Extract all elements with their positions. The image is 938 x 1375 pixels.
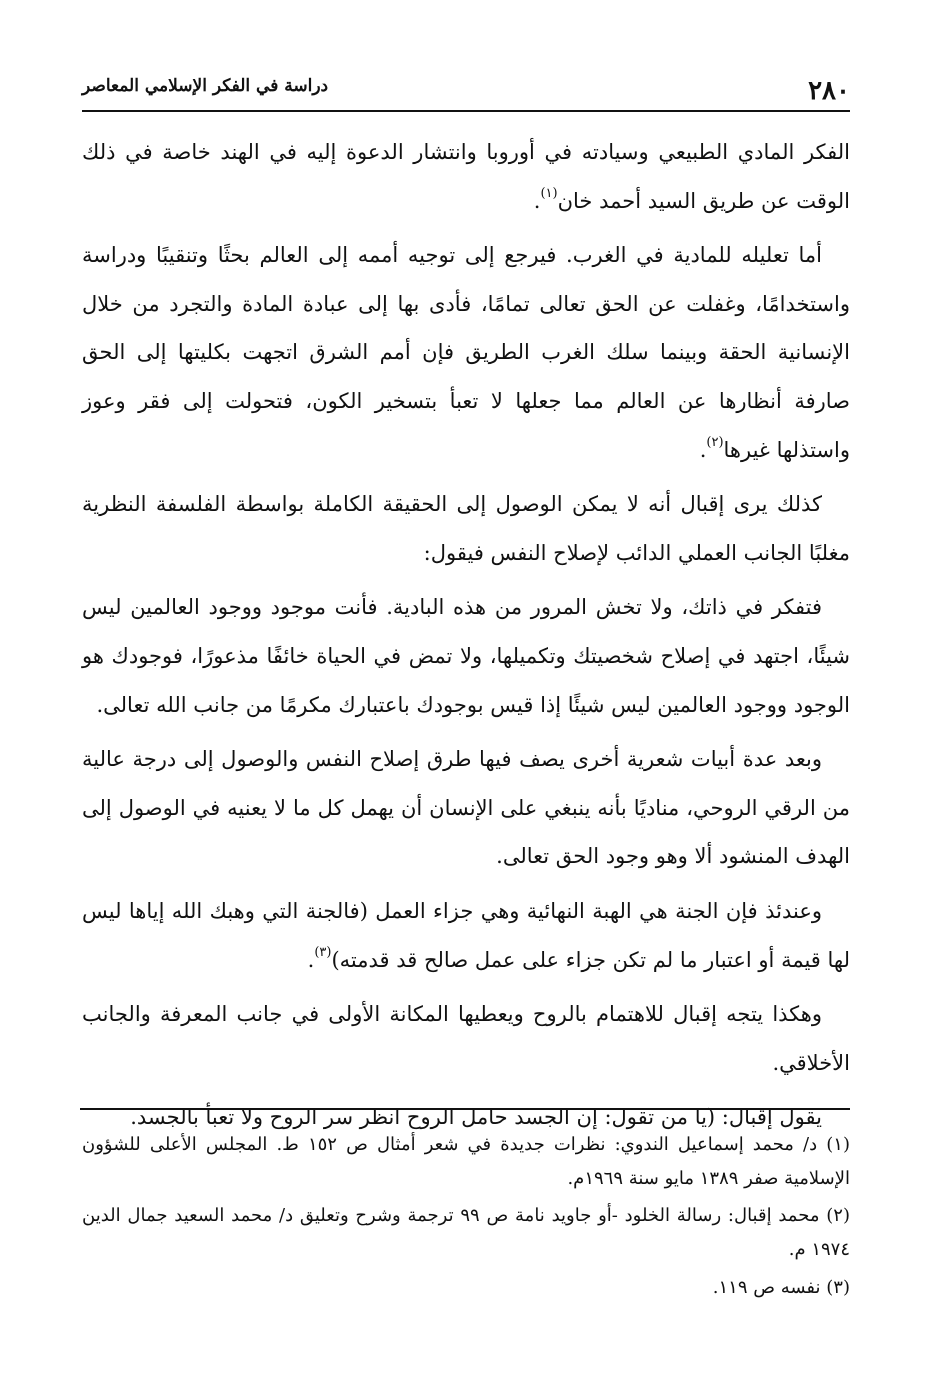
- footnote-separator: [80, 1108, 850, 1110]
- paragraph-end: .: [307, 947, 315, 972]
- paragraph-4: فتفكر في ذاتك، ولا تخش المرور من هذه البادية. فأنت موجود ووجود العالمين ليس شيئًا، اجتهد في إصلاح شخصيتك وتكميلها، ولا تمض في الحياة خائفًا مذعورًا، فوجودك هو الوجود ووجود العالمين ليس شيئًا إذا قيس بوجودك باعتبارك مكرمًا من جانب الله تعالى.: [82, 595, 850, 717]
- footnote-marker: (٣): [826, 1276, 850, 1298]
- paragraph-7: وهكذا يتجه إقبال للاهتمام بالروح ويعطيها المكانة الأولى في جانب المعرفة والجانب الأخلاقي.: [82, 1002, 850, 1075]
- footnote-marker: (٢): [826, 1205, 850, 1227]
- footnote-marker: (١): [826, 1134, 850, 1155]
- paragraph-5: وبعد عدة أبيات شعرية أخرى يصف فيها طرق إصلاح النفس والوصول إلى درجة عالية من الرقي الروحي، مناديًا بأنه ينبغي على الإنسان أن يهمل كل ما لا يعنيه في الوصول إلى الهدف المنشود ألا وهو وجود الحق تعالى.: [82, 747, 850, 869]
- paragraph-3: كذلك يرى إقبال أنه لا يمكن الوصول إلى الحقيقة الكاملة بواسطة الفلسفة النظرية مغلبًا الجانب العملي الدائب لإصلاح النفس فيقول:: [82, 492, 850, 565]
- paragraph-1: [82, 128, 850, 225]
- footnote-ref-2[interactable]: (٢): [706, 434, 724, 450]
- footnote-ref-3[interactable]: (٣): [314, 944, 332, 960]
- paragraph-2: [82, 231, 850, 474]
- footnote-1: [82, 1128, 850, 1195]
- paragraph-text: الفكر المادي الطبيعي وسيادته في أوروبا وانتشار الدعوة إليه في الهند خاصة في ذلك الوقت عن طريق السيد أحمد خان: [82, 140, 850, 213]
- paragraph-6: [82, 887, 850, 984]
- footnote-text: د/ محمد إسماعيل الندوي: نظرات جديدة في شعر أمثال ص ١٥٢ ط. المجلس الأعلى للشؤون الإسلامية صفر ١٣٨٩ مايو سنة ١٩٦٩م.: [82, 1134, 850, 1189]
- header-rule: [82, 110, 850, 112]
- running-header: [82, 66, 850, 112]
- paragraph-end: .: [699, 437, 707, 462]
- footnote-text: نفسه ص ١١٩.: [712, 1276, 821, 1298]
- page-number: ٢٨٠: [808, 76, 850, 106]
- paragraph-text: أما تعليله للمادية في الغرب. فيرجع إلى توجيه أممه إلى العالم بحثًا وتنقيبًا ودراسة واستخدامًا، وغفلت عن الحق تعالى تمامًا، فأدى بها إلى عبادة المادة والتجرد من خلال الإنسانية الحقة وبينما سلك الغرب الطريق فإن أمم الشرق اتجهت بكليتها إلى الحق صارفة أنظارها عن العالم مما جعلها لا تعبأ بتسخير الكون، فتحولت إلى فقر وعوز واستذلها غيرها: [82, 243, 850, 462]
- footnote-text: محمد إقبال: رسالة الخلود -أو جاويد نامة ص ٩٩ ترجمة وشرح وتعليق د/ محمد السعيد جمال الدين ١٩٧٤ م.: [82, 1205, 850, 1261]
- footnote-3: [82, 1271, 850, 1305]
- footnote-2: [82, 1199, 850, 1266]
- paragraph-8: يقول إقبال: (يا من تقول: إن الجسد حامل الروح انظر سر الروح ولا تعبأ بالجسد.: [130, 1105, 822, 1130]
- body-text: [82, 128, 850, 1148]
- paragraph-text: وعندئذ فإن الجنة هي الهبة النهائية وهي جزاء العمل (فالجنة التي وهبك الله إياها ليس لها قيمة أو اعتبار ما لم تكن جزاء على عمل صالح قد قدمته): [82, 898, 850, 972]
- footnote-ref-1[interactable]: (١): [540, 185, 558, 201]
- running-title: دراسة في الفكر الإسلامي المعاصر: [82, 76, 329, 96]
- footnotes-section: [82, 1128, 850, 1309]
- paragraph-end: .: [533, 188, 541, 213]
